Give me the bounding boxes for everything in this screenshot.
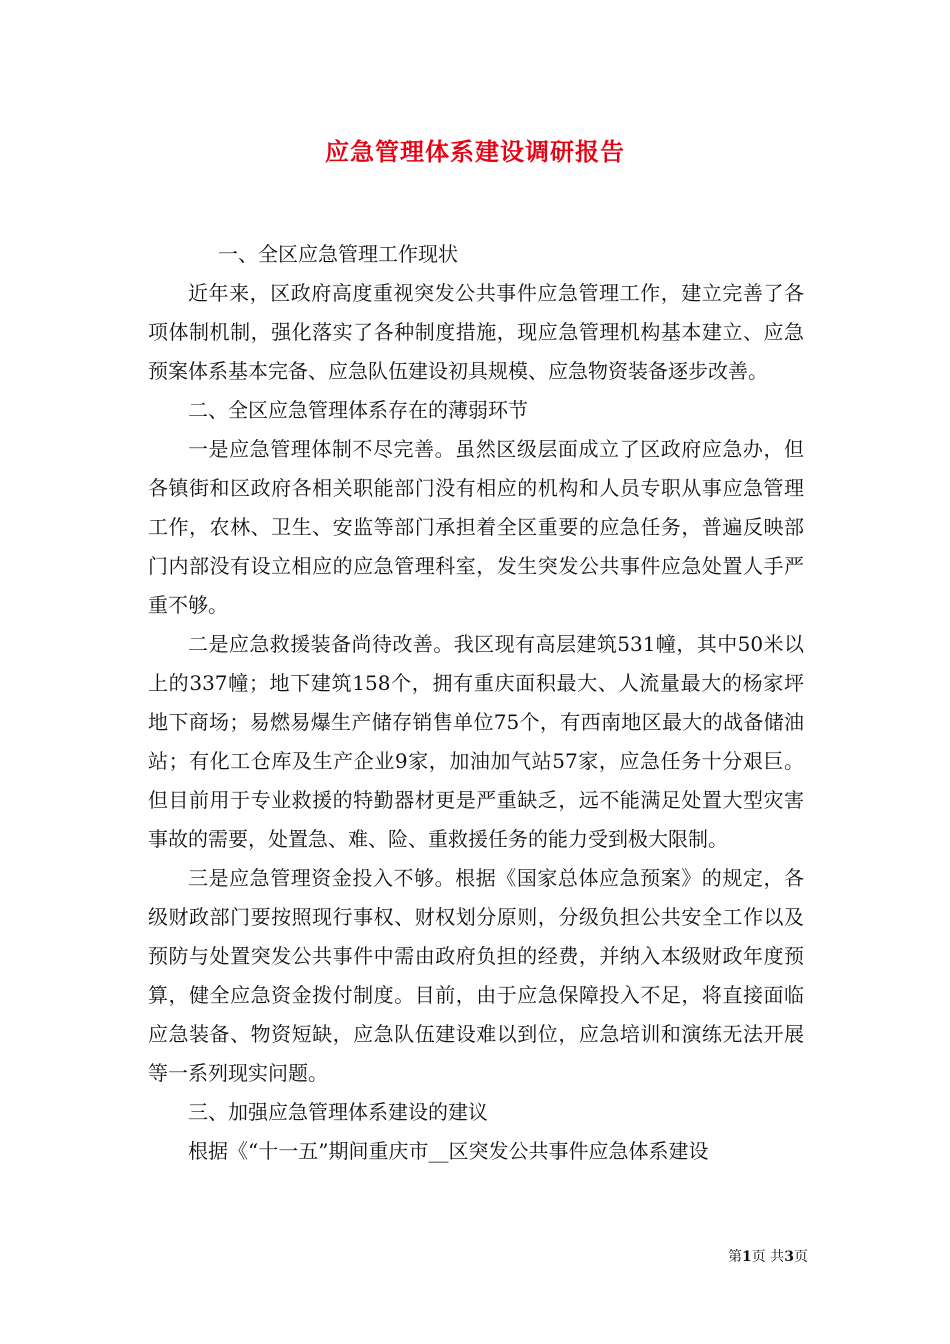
footer-prefix: 第 — [728, 1249, 743, 1265]
footer-current-page: 1 — [742, 1249, 752, 1265]
paragraph-weakness-2: 二是应急救援装备尚待改善。我区现有高层建筑531幢，其中50米以上的337幢；地下建筑158个，拥有重庆面积最大、人流量最大的杨家坪地下商场；易燃易爆生产储存销售单位75个，有西南地区最大的战备储油站；有化工仓库及生产企业9家，加油加气站57家，应急任务十分艰巨。但目前用于专业救援的特勤器材更是严重缺乏，远不能满足处置大型灾害事故的需要，处置急、难、险、重救援任务的能力受到极大限制。 — [148, 632, 804, 851]
paragraph-suggestion: 根据《“十一五”期间重庆市__区突发公共事件应急体系建设 — [188, 1139, 709, 1163]
paragraph-status: 近年来，区政府高度重视突发公共事件应急管理工作，建立完善了各项体制机制，强化落实了各种制度措施，现应急管理机构基本建立、应急预案体系基本完备、应急队伍建设初具规模、应急物资装备逐步改善。 — [148, 281, 804, 383]
section-heading-2: 二、全区应急管理体系存在的薄弱环节 — [188, 398, 528, 422]
footer-total-pages: 3 — [784, 1249, 794, 1265]
page-number-footer — [728, 1246, 808, 1266]
section-heading-3: 三、加强应急管理体系建设的建议 — [188, 1100, 488, 1124]
paragraph-weakness-1: 一是应急管理体制不尽完善。虽然区级层面成立了区政府应急办，但各镇街和区政府各相关职能部门没有相应的机构和人员专职从事应急管理工作，农林、卫生、安监等部门承担着全区重要的应急任务，普遍反映部门内部没有设立相应的应急管理科室，发生突发公共事件应急处置人手严重不够。 — [148, 437, 804, 617]
footer-middle: 页 共 — [751, 1249, 785, 1265]
document-title: 应急管理体系建设调研报告 — [325, 137, 625, 166]
section-heading-1: 一、全区应急管理工作现状 — [218, 242, 458, 266]
footer-suffix: 页 — [794, 1249, 808, 1265]
paragraph-weakness-3: 三是应急管理资金投入不够。根据《国家总体应急预案》的规定，各级财政部门要按照现行事权、财权划分原则，分级负担公共安全工作以及预防与处置突发公共事件中需由政府负担的经费，并纳入本级财政年度预算，健全应急资金拨付制度。目前，由于应急保障投入不足，将直接面临应急装备、物资短缺，应急队伍建设难以到位，应急培训和演练无法开展等一系列现实问题。 — [148, 866, 804, 1085]
document-body — [148, 235, 804, 1171]
